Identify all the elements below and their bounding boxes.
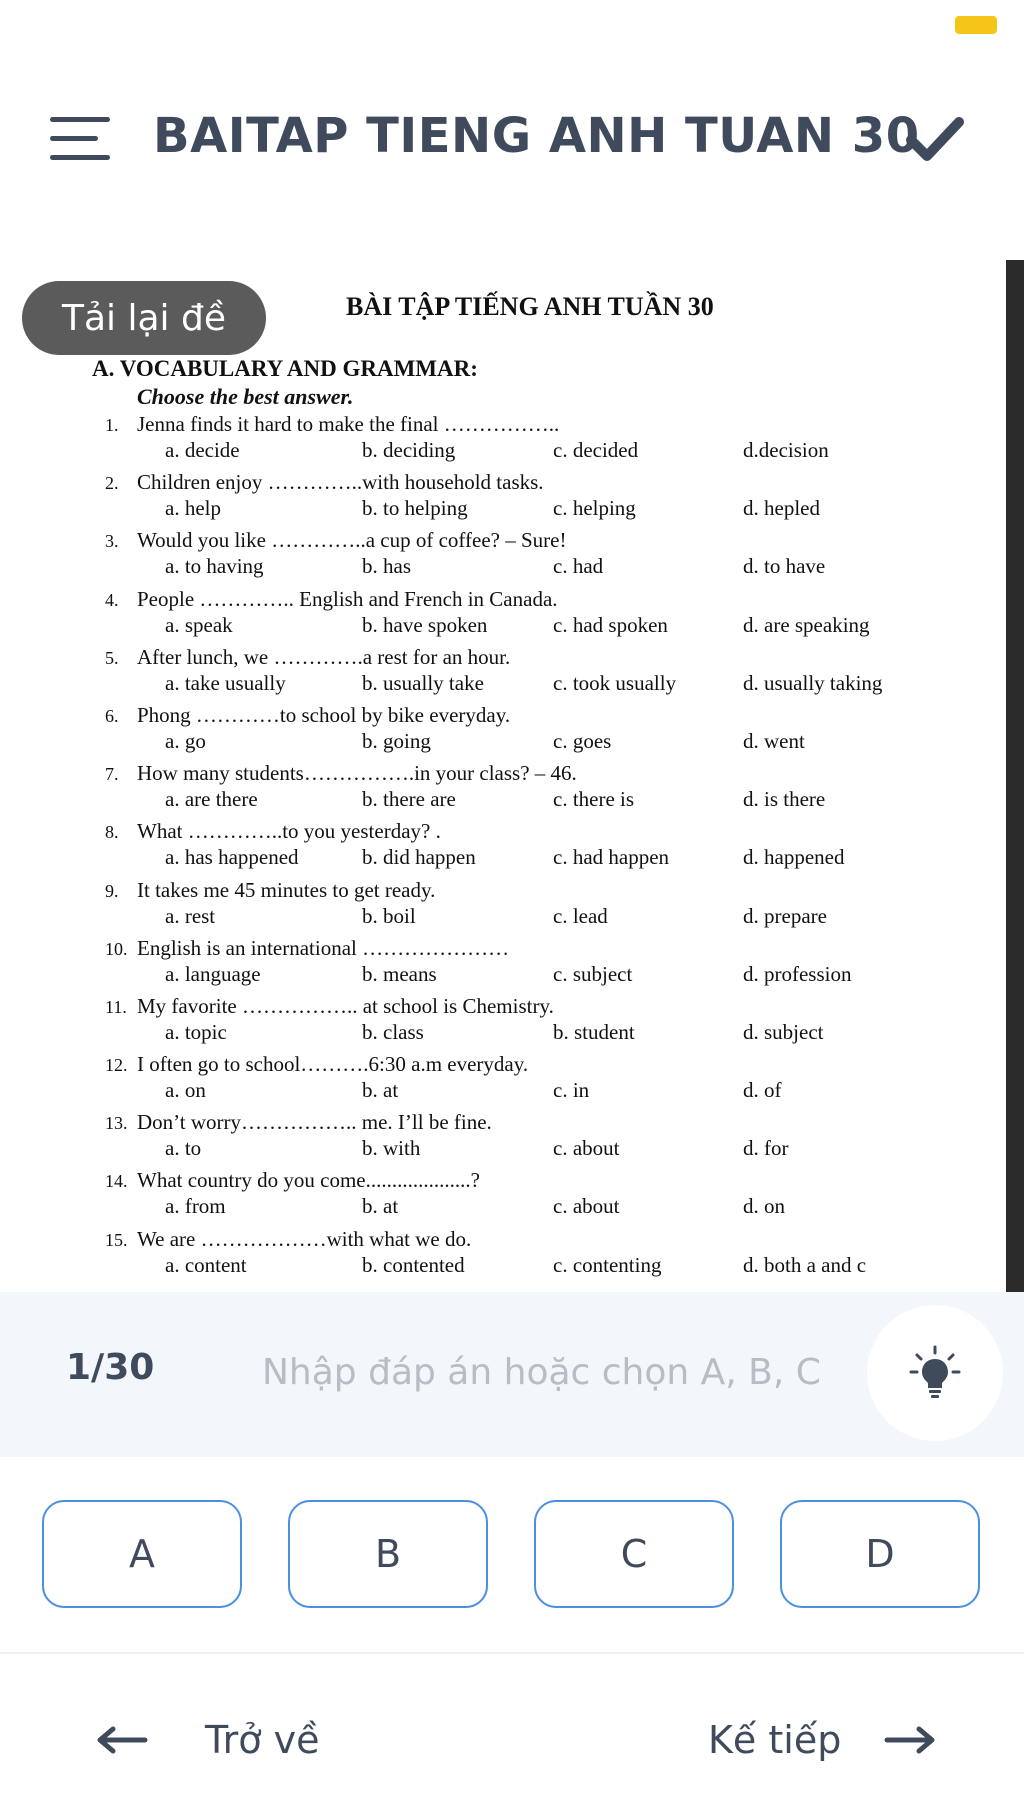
question-number: 14. [105,1171,128,1192]
question-text: We are ………………with what we do. [137,1226,472,1251]
answer-option: b. contented [362,1252,465,1277]
hint-button[interactable] [867,1305,1003,1441]
answer-option: a. speak [165,612,233,637]
worksheet-viewer[interactable] [0,250,1024,1292]
question-number: 8. [105,822,119,843]
arrow-left-icon [95,1725,149,1755]
question-text: I often go to school……….6:30 a.m everyday. [137,1052,529,1077]
answer-option: a. are there [165,787,258,812]
answer-option: c. about [553,1136,620,1161]
answer-option: d. profession [743,961,852,986]
answer-option: d. usually taking [743,670,883,695]
reload-exam-button[interactable]: Tải lại đề [22,281,266,355]
question-number: 6. [105,705,119,726]
question-text: Children enjoy …………..with household tasks. [137,470,544,495]
question-item [0,641,1000,699]
answer-option: b. at [362,1078,399,1103]
question-number: 11. [105,996,127,1017]
question-item [0,408,1000,466]
question-item [0,1048,1000,1106]
question-text: What …………..to you yesterday? . [137,819,441,844]
answer-option: d. to have [743,554,826,579]
answer-option: d. hepled [743,496,820,521]
answer-option: c. lead [553,903,608,928]
check-icon[interactable] [905,112,965,166]
answer-option: a. language [165,961,261,986]
question-list [0,408,1000,1281]
section-heading: A. VOCABULARY AND GRAMMAR: [92,356,478,381]
question-number: 13. [105,1113,128,1134]
answer-option: a. content [165,1252,247,1277]
question-number: 7. [105,764,119,785]
choice-a-button[interactable]: A [42,1500,242,1608]
answer-option: b. boil [362,903,416,928]
question-item [0,874,1000,932]
app-header [0,90,1024,190]
worksheet-document [0,250,1000,1292]
divider [0,1652,1024,1654]
question-number: 1. [105,415,119,435]
answer-option: c. in [553,1078,590,1103]
question-text: English is an international ………………… [137,935,510,960]
question-text: Would you like …………..a cup of coffee? – Sure! [137,528,567,553]
question-item [0,524,1000,582]
answer-option: a. help [165,496,221,521]
question-item [0,990,1000,1048]
question-item [0,757,1000,815]
lightbulb-icon [905,1343,965,1403]
answer-input[interactable] [262,1337,842,1407]
question-item [0,1106,1000,1164]
back-button[interactable] [95,1712,319,1768]
question-item [0,932,1000,990]
answer-option: b. has [362,554,411,579]
answer-option: c. subject [553,961,633,986]
question-text: After lunch, we ………….a rest for an hour. [137,644,511,669]
question-item [0,1223,1000,1281]
question-item [0,583,1000,641]
question-counter: 1/30 [66,1347,155,1388]
answer-option: d. are speaking [743,612,870,637]
question-text: It takes me 45 minutes to get ready. [137,877,436,902]
answer-option: d. subject [743,1019,824,1044]
answer-option: a. take usually [165,670,286,695]
back-label: Trở về [205,1718,320,1762]
choice-d-button[interactable]: D [780,1500,980,1608]
answer-option: d. both a and c [743,1252,867,1277]
next-label: Kế tiếp [708,1718,842,1762]
question-number: 3. [105,531,119,552]
answer-option: d. happened [743,845,845,870]
question-text: What country do you come....................? [137,1168,480,1193]
answer-option: a. to [165,1136,202,1161]
scrollbar[interactable] [1006,260,1024,1292]
answer-option: b. with [362,1136,421,1161]
choice-b-button[interactable]: B [288,1500,488,1608]
answer-option: b. student [553,1019,635,1044]
question-item [0,815,1000,873]
answer-option: b. going [362,728,431,753]
arrow-right-icon [883,1725,937,1755]
question-number: 12. [105,1055,128,1076]
answer-option: a. to having [165,554,264,579]
choice-c-button[interactable]: C [534,1500,734,1608]
question-text: Jenna finds it hard to make the final …………….. [137,412,560,436]
answer-option: c. helping [553,496,636,521]
answer-option: c. contenting [553,1252,662,1277]
status-indicator [955,16,997,34]
question-number: 5. [105,647,119,668]
question-text: Don’t worry…………….. me. I’ll be fine. [137,1110,492,1135]
question-number: 2. [105,473,119,494]
answer-option: a. has happened [165,845,299,870]
answer-option: d. for [743,1136,789,1161]
next-button[interactable] [708,1712,937,1768]
answer-option: b. to helping [362,496,468,521]
answer-option: b. class [362,1019,424,1044]
question-number: 15. [105,1229,128,1250]
answer-bar [0,1292,1024,1457]
answer-option: d. prepare [743,903,827,928]
question-text: Phong …………to school by bike everyday. [137,702,511,727]
answer-option: b. did happen [362,845,476,870]
question-text: People ………….. English and French in Canada. [137,586,558,611]
answer-option: b. deciding [362,438,456,462]
question-number: 4. [105,589,119,610]
answer-option: c. goes [553,728,612,753]
answer-option: d. is there [743,787,826,812]
worksheet-title: BÀI TẬP TIẾNG ANH TUẦN 30 [346,292,714,321]
answer-option: c. had happen [553,845,670,870]
instruction-text: Choose the best answer. [137,384,354,409]
question-number: 9. [105,880,119,901]
answer-option: c. there is [553,787,635,812]
question-item [0,1164,1000,1222]
answer-option: b. have spoken [362,612,488,637]
answer-option: c. had spoken [553,612,668,637]
answer-option: b. at [362,1194,399,1219]
menu-icon[interactable] [50,115,110,163]
question-item [0,699,1000,757]
page-title: BAITAP TIENG ANH TUAN 30 [153,108,920,164]
question-text: My favorite …………….. at school is Chemistry. [137,993,554,1018]
question-number: 10. [105,938,128,959]
choice-buttons [0,1500,1024,1610]
answer-option: d. of [743,1078,782,1103]
answer-option: a. decide [165,438,240,462]
answer-option: d. went [743,728,805,753]
answer-option: c. decided [553,438,639,462]
answer-option: b. usually take [362,670,484,695]
answer-option: a. rest [165,903,216,928]
question-item [0,466,1000,524]
answer-option: a. topic [165,1019,227,1044]
answer-option: d.decision [743,438,829,462]
question-text: How many students…………….in your class? – 46. [137,761,577,786]
answer-option: a. on [165,1078,206,1103]
answer-option: b. there are [362,787,456,812]
answer-option: c. took usually [553,670,677,695]
answer-option: a. from [165,1194,226,1219]
answer-option: c. had [553,554,604,579]
answer-option: a. go [165,728,206,753]
answer-option: b. means [362,961,437,986]
answer-option: c. about [553,1194,620,1219]
answer-option: d. on [743,1194,785,1219]
